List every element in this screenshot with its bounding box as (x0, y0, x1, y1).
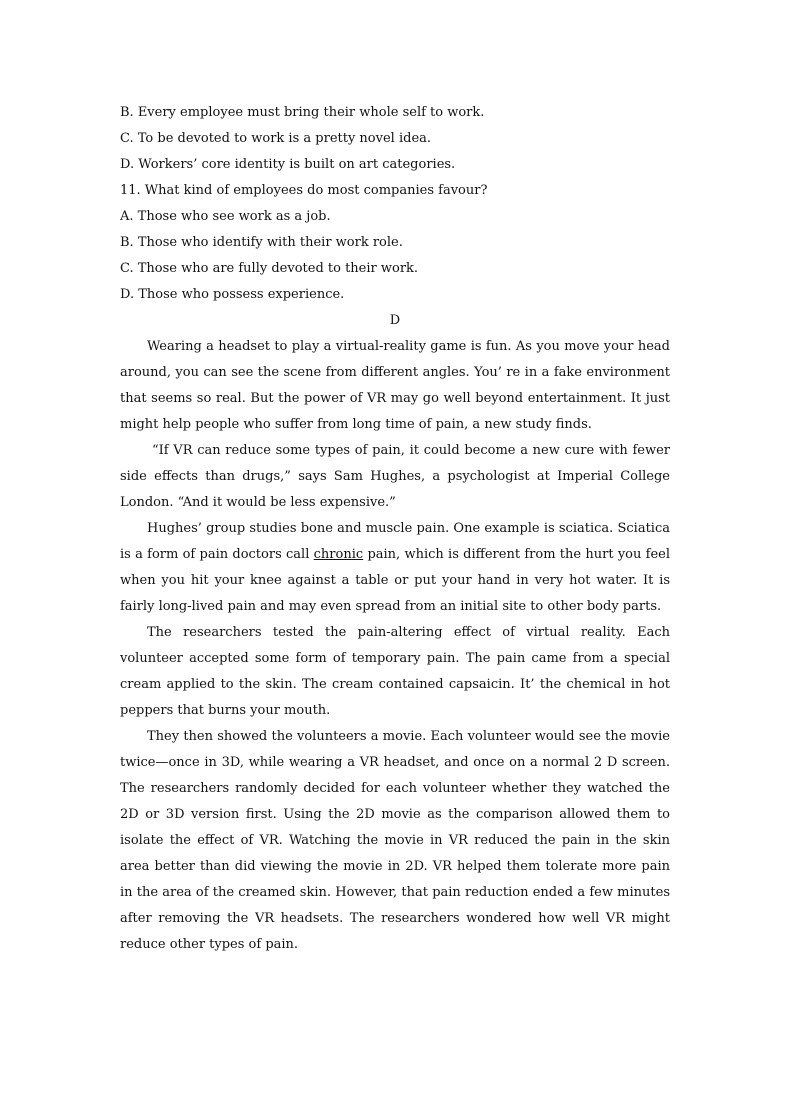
q10-option-d: D. Workers’ core identity is built on art categories. (120, 157, 456, 172)
passage-paragraph-3 (120, 516, 670, 620)
q11-stem: 11. What kind of employees do most companies favour? (120, 183, 488, 198)
q10-option-c: C. To be devoted to work is a pretty novel idea. (120, 131, 432, 146)
underlined-word-chronic: chronic (313, 547, 364, 562)
q11-option-b: B. Those who identify with their work role. (120, 235, 403, 250)
section-heading: D (389, 313, 401, 328)
document-page (120, 100, 670, 958)
paragraph-3-text-after: pain, which is different from the hurt you feel when you hit your knee against a table or put your hand in very hot water. It is fairly long-lived pain and may even spread from an initial site to other body parts. (120, 547, 670, 614)
q10-option-b: B. Every employee must bring their whole self to work. (120, 105, 485, 120)
paragraph-3-text-before: Hughes’ group studies bone and muscle pain. One example is sciatica. Sciatica is a form of pain doctors call (120, 521, 670, 562)
passage-paragraph-4: The researchers tested the pain-altering effect of virtual reality. Each volunteer accepted some form of temporary pain. The pain came from a special cream applied to the skin. The cream contained capsaicin. It’ the chemical in hot peppers that burns your mouth. (120, 625, 670, 718)
q11-option-c: C. Those who are fully devoted to their work. (120, 261, 419, 276)
passage-paragraph-2: “If VR can reduce some types of pain, it could become a new cure with fewer side effects than drugs,” says Sam Hughes, a psychologist at Imperial College London. “And it would be less expensive.” (120, 443, 670, 510)
passage-paragraph-1: Wearing a headset to play a virtual-reality game is fun. As you move your head around, you can see the scene from different angles. You’ re in a fake environment that seems so real. But the power of VR may go well beyond entertainment. It just might help people who suffer from long time of pain, a new study finds. (120, 339, 670, 432)
q11-option-a: A. Those who see work as a job. (120, 209, 331, 224)
q11-option-d: D. Those who possess experience. (120, 287, 345, 302)
passage-paragraph-5: They then showed the volunteers a movie. Each volunteer would see the movie twice—once in 3D, while wearing a VR headset, and once on a normal 2 D screen. The researchers randomly decided for each volunteer whether they watched the 2D or 3D version first. Using the 2D movie as the comparison allowed them to isolate the effect of VR. Watching the movie in VR reduced the pain in the skin area better than did viewing the movie in 2D. VR helped them tolerate more pain in the area of the creamed skin. However, that pain reduction ended a few minutes after removing the VR headsets. The researchers wondered how well VR might reduce other types of pain. (120, 729, 670, 952)
